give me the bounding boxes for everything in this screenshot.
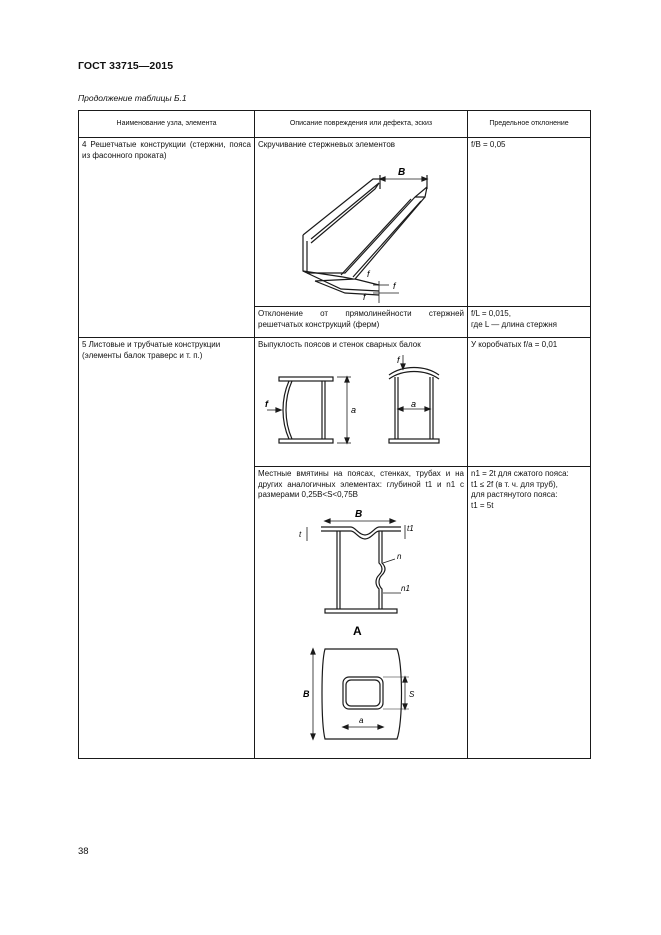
defect-description: Отклонение от прямолинейности стержней решетчатых конструкций (ферм) xyxy=(258,309,464,329)
plan-label-a: a xyxy=(359,715,364,725)
limit-cell xyxy=(468,138,591,307)
limit-line: n1 = 2t для сжатого пояса: xyxy=(471,469,569,478)
view-label-a: A xyxy=(353,623,362,638)
dent-label-t: t xyxy=(299,529,302,539)
defect-description: Выпуклость поясов и стенок сварных балок xyxy=(258,340,421,349)
bulge-label-f2: f xyxy=(397,354,400,365)
description-cell xyxy=(255,138,468,307)
bulge-sketch xyxy=(255,353,468,463)
bulge-label-f: f xyxy=(265,398,268,409)
dim-label-b: B xyxy=(398,166,406,178)
dent-label-t1: t1 xyxy=(407,523,414,533)
dent-label-n: n xyxy=(397,551,402,561)
limit-line: t1 ≤ 2f (в т. ч. для труб), xyxy=(471,479,558,489)
plan-label-s: S xyxy=(409,689,415,699)
limit-line: t1 = 5t xyxy=(471,500,494,510)
limit-line: для растянутого пояса: xyxy=(471,490,558,499)
limit-value: f/B = 0,05 xyxy=(471,140,506,149)
column-header-limit: Предельное отклонение xyxy=(468,111,591,138)
element-name: 4 Решетчатые конструкции (стержни, пояса из фасонного проката) xyxy=(82,140,251,160)
element-name-cell xyxy=(79,138,255,338)
dim-label-f2: f xyxy=(393,280,396,291)
bulge-label-a2: a xyxy=(411,398,417,409)
limit-cell xyxy=(468,467,591,759)
limit-value-line2: где L — длина стержня xyxy=(471,319,557,329)
dent-label-b: B xyxy=(355,508,363,520)
dim-label-f: f xyxy=(367,268,370,279)
element-name: 5 Листовые и трубчатые конструкции (элементы балок траверс и т. п.) xyxy=(82,340,221,360)
dent-sketch xyxy=(255,503,468,755)
dim-label-f3: f xyxy=(363,291,366,302)
column-header-element: Наименование узла, элемента xyxy=(79,111,255,138)
document-code: ГОСТ 33715—2015 xyxy=(78,60,174,72)
page-number: 38 xyxy=(78,846,89,857)
limit-cell xyxy=(468,338,591,467)
table-row xyxy=(79,338,591,467)
table-row xyxy=(79,138,591,307)
description-cell xyxy=(255,307,468,338)
plan-label-b: B xyxy=(303,688,310,699)
table-header-row xyxy=(79,111,591,138)
bulge-label-a: a xyxy=(351,404,357,415)
defects-table xyxy=(78,110,591,759)
element-name-cell xyxy=(79,338,255,759)
limit-cell xyxy=(468,307,591,338)
dent-label-n1: n1 xyxy=(401,583,410,593)
table-caption: Продолжение таблицы Б.1 xyxy=(78,93,187,103)
column-header-description: Описание повреждения или дефекта, эскиз xyxy=(255,111,468,138)
limit-value-line1: f/L = 0,015, xyxy=(471,309,511,318)
description-cell xyxy=(255,338,468,467)
limit-value: У коробчатых f/a = 0,01 xyxy=(471,340,558,349)
description-cell xyxy=(255,467,468,759)
defect-description: Местные вмятины на поясах, стенках, трубах и на других аналогичных элементах: глубиной t1 и n1 с размерами 0,25B<S<0,75B xyxy=(258,469,464,499)
twisted-angle-sketch xyxy=(255,153,468,303)
defect-description: Скручивание стержневых элементов xyxy=(258,140,396,149)
